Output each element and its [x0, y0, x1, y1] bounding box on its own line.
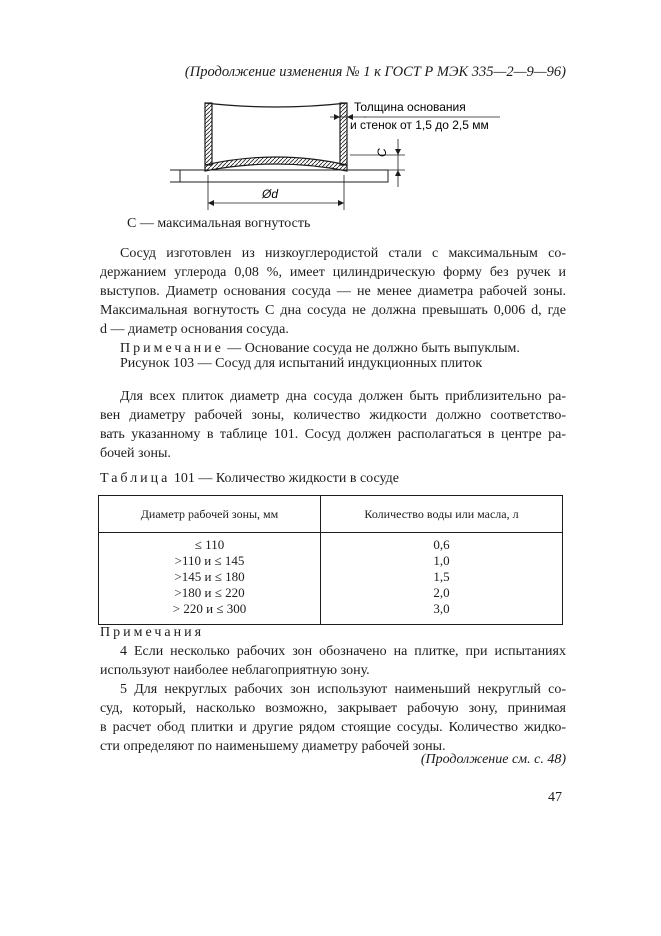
text-line: Сосуд изготовлен из низкоуглеродистой стали с максимальным со- — [120, 246, 566, 261]
table-cell: ≤ 110 — [194, 537, 225, 552]
text-line: суд, который, насколько возможно, закрывает рабочую зону, принимая — [100, 701, 566, 716]
text-line: вать указанному в таблице 101. Сосуд должен располагаться в центре ра- — [100, 427, 566, 442]
table-title: 101 — Количество жидкости в сосуде — [170, 471, 399, 486]
table-cell: >145 и ≤ 180 — [174, 569, 245, 584]
continuation-note: (Продолжение см. с. 48) — [420, 752, 566, 767]
text-line: Для всех плиток диаметр дна сосуда должен быть приблизительно ра- — [120, 389, 566, 404]
text-line: 5 Для некруглых рабочих зон используют наименьший некруглый со- — [120, 682, 566, 697]
liquid-quantity-table — [98, 495, 563, 625]
vessel-base — [205, 157, 347, 171]
vessel-right-wall — [340, 103, 347, 165]
notes-label: Примечания — [100, 625, 205, 640]
legend: C — максимальная вогнутость — [127, 216, 311, 231]
table-cell: > 220 и ≤ 300 — [172, 601, 247, 616]
page-header: (Продолжение изменения № 1 к ГОСТ Р МЭК 335—2—9—96) — [184, 64, 566, 80]
text-line: в расчет обод плитки и другие рядом стоящие сосуды. Количество жидко- — [100, 720, 566, 735]
notes-section — [100, 623, 566, 756]
text-line: вен диаметру рабочей зоны, количество жидкости должно соответство- — [100, 408, 566, 423]
volume-column — [321, 533, 563, 625]
table-cell: 3,0 — [433, 601, 450, 616]
vessel-diagram — [170, 95, 510, 215]
diameter-label: Ød — [262, 187, 279, 201]
vessel-left-wall — [205, 103, 212, 165]
table-cell: 1,0 — [433, 553, 450, 568]
concavity-label: C — [375, 148, 389, 157]
diameter-column — [99, 533, 321, 625]
text-line: выступов. Диаметр основания сосуда — не менее диаметра рабочей зоны. — [100, 284, 566, 299]
text-line: Максимальная вогнутость C дна сосуда не должна превышать 0,006 d, где — [100, 303, 566, 318]
hotplate-surface — [180, 170, 388, 182]
text-line: 4 Если несколько рабочих зон обозначено на плитке, при испытаниях — [120, 644, 566, 659]
table-header-volume: Количество воды или масла, л — [321, 496, 563, 533]
table-cell: 1,5 — [433, 569, 450, 584]
description-paragraph — [100, 244, 566, 358]
text-line: используют наиболее неблагоприятную зону. — [100, 663, 370, 678]
table-header-diameter: Диаметр рабочей зоны, мм — [99, 496, 321, 533]
thickness-label-2: и стенок от 1,5 до 2,5 мм — [350, 118, 489, 132]
table-cell: 2,0 — [433, 585, 450, 600]
text-line: держанием углерода 0,08 %, имеет цилиндрическую форму без ручек и — [100, 265, 566, 280]
text-line: сти определяют по наименьшему диаметру рабочей зоны. — [100, 739, 446, 754]
table-label: Таблица — [100, 471, 171, 486]
figure-caption: Рисунок 103 — Сосуд для испытаний индукционных плиток — [120, 356, 483, 371]
table-cell: 0,6 — [433, 537, 450, 552]
text-line: d — диаметр основания сосуда. — [100, 322, 289, 337]
page-number: 47 — [548, 790, 562, 805]
paragraph-2 — [100, 387, 566, 463]
note-label: Примечание — [120, 341, 224, 356]
text-line: бочей зоны. — [100, 446, 171, 461]
thickness-label-1: Толщина основания — [354, 100, 466, 114]
table-caption — [100, 471, 399, 487]
table-cell: >110 и ≤ 145 — [174, 553, 245, 568]
note-text: — Основание сосуда не должно быть выпуклым. — [223, 341, 520, 356]
table-cell: >180 и ≤ 220 — [174, 585, 245, 600]
